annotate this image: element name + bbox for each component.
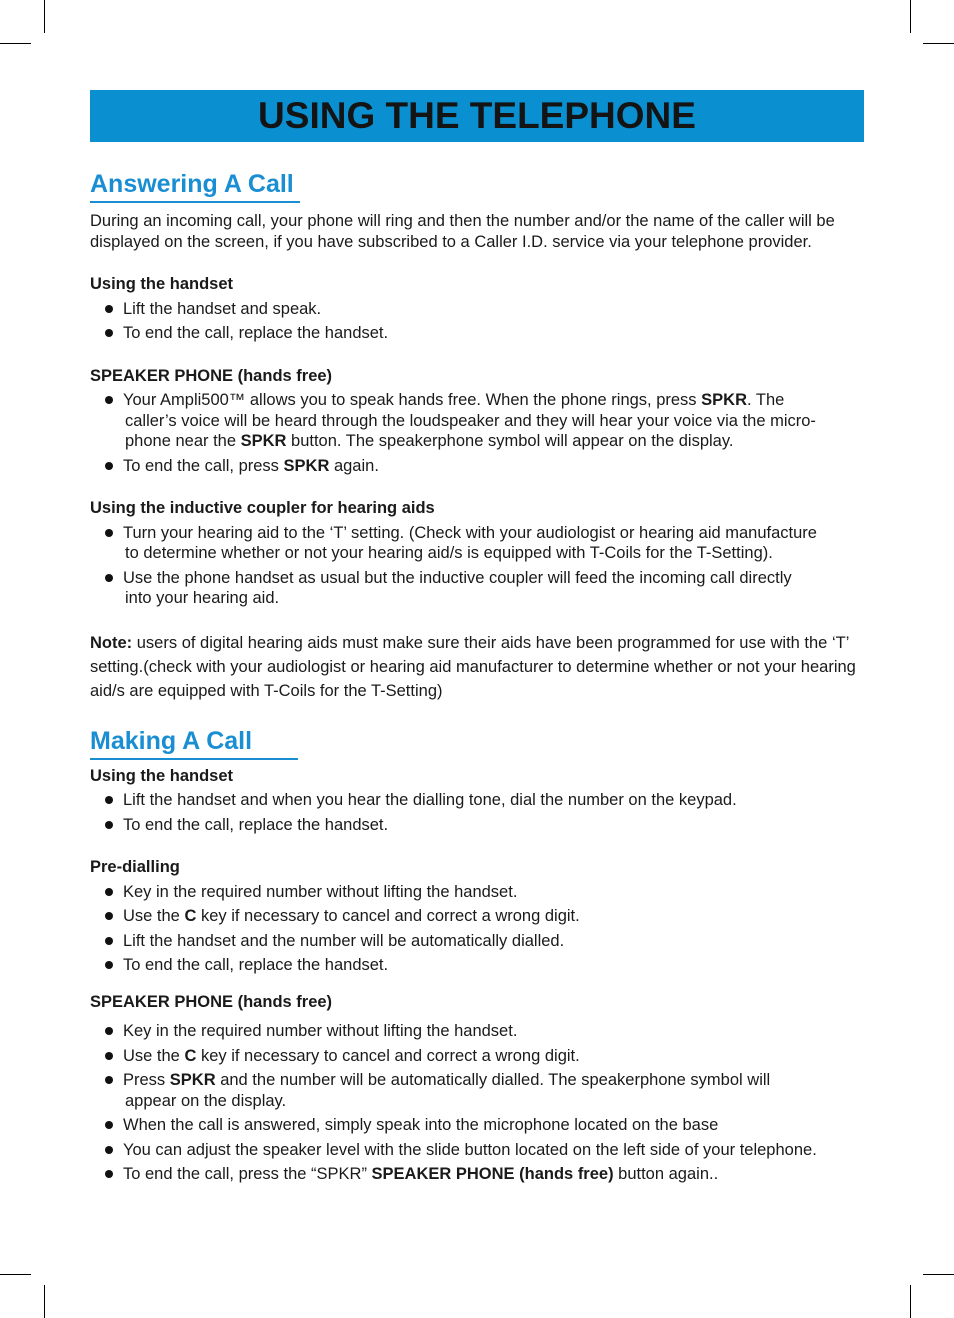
answering-speaker-heading: SPEAKER PHONE (hands free) xyxy=(90,366,333,385)
crop-mark xyxy=(910,1285,911,1318)
list-item xyxy=(90,906,880,927)
list-item xyxy=(90,568,880,609)
spkr-key-label: SPKR xyxy=(240,432,287,450)
list-item xyxy=(90,390,880,452)
answering-intro: During an incoming call, your phone will ring and then the number and/or the name of the caller will be displayed on the screen, if you have subscribed to a Caller I.D. service via your telephone provider. xyxy=(90,212,835,251)
speaker-phone-label: SPEAKER PHONE (hands free) xyxy=(371,1165,614,1183)
list-item: To end the call, replace the handset. xyxy=(90,323,880,344)
coupler-heading: Using the inductive coupler for hearing aids xyxy=(90,499,435,517)
answering-speaker-list xyxy=(90,390,880,476)
list-item: Key in the required number without lifting the handset. xyxy=(90,882,880,903)
text: Use the phone handset as usual but the inductive coupler will feed the incoming call directly xyxy=(123,568,792,587)
text: caller’s voice will be heard through the loudspeaker and they will hear your voice via the micro- xyxy=(125,411,816,430)
note-label: Note: xyxy=(90,633,133,652)
list-item xyxy=(90,456,880,477)
crop-mark xyxy=(910,0,911,33)
text: . The xyxy=(747,391,785,409)
text: key if necessary to cancel and correct a wrong digit. xyxy=(196,907,580,925)
text: Use the xyxy=(123,1046,185,1065)
c-key-label: C xyxy=(184,1046,197,1065)
text: to determine whether or not your hearing aid/s is equipped with T-Coils for the T-Setting). xyxy=(125,544,773,562)
list-item xyxy=(90,1046,880,1067)
crop-mark xyxy=(0,1274,31,1275)
text-line xyxy=(123,431,880,452)
text: Use the xyxy=(123,907,185,925)
answering-handset-heading: Using the handset xyxy=(90,275,234,293)
text: To end the call, press xyxy=(123,456,284,475)
making-handset-list xyxy=(90,790,880,835)
text: again. xyxy=(329,456,379,475)
predial-list xyxy=(90,882,880,976)
making-speaker-list xyxy=(90,1021,880,1185)
section-title-answering: Answering A Call xyxy=(90,168,300,203)
list-item xyxy=(90,1164,880,1185)
crop-mark xyxy=(923,43,954,44)
list-item: Lift the handset and speak. xyxy=(90,299,880,320)
list-item: Lift the handset and when you hear the dialling tone, dial the number on the keypad. xyxy=(90,790,880,811)
c-key-label: C xyxy=(184,907,197,925)
list-item: Key in the required number without lifting the handset. xyxy=(90,1021,880,1042)
making-speaker-heading: SPEAKER PHONE (hands free) xyxy=(90,992,333,1011)
text: appear on the display. xyxy=(125,1091,287,1110)
text: To end the call, press the “SPKR” xyxy=(123,1165,372,1183)
list-item: To end the call, replace the handset. xyxy=(90,955,880,976)
text: and the number will be automatically dialled. The speakerphone symbol will xyxy=(215,1071,771,1089)
text: into your hearing aid. xyxy=(125,589,280,607)
answering-handset-list xyxy=(90,299,880,344)
list-item xyxy=(90,1070,880,1111)
section-title-making: Making A Call xyxy=(90,725,298,760)
list-item: When the call is answered, simply speak into the microphone located on the base xyxy=(90,1115,880,1136)
crop-mark xyxy=(0,43,31,44)
text: button. The speakerphone symbol will appear on the display. xyxy=(286,432,734,450)
list-item: You can adjust the speaker level with the slide button located on the left side of your telephone. xyxy=(90,1140,880,1161)
spkr-key-label: SPKR xyxy=(701,391,747,409)
crop-mark xyxy=(44,0,45,33)
page-content xyxy=(90,168,880,1189)
list-item: To end the call, replace the handset. xyxy=(90,815,880,836)
crop-mark xyxy=(44,1285,45,1318)
page-title-banner xyxy=(90,90,864,142)
list-item xyxy=(90,523,880,564)
predial-heading: Pre-dialling xyxy=(90,858,180,876)
text: key if necessary to cancel and correct a wrong digit. xyxy=(196,1046,580,1065)
making-section xyxy=(90,725,880,1185)
spkr-key-label: SPKR xyxy=(169,1071,216,1089)
text: phone near the xyxy=(125,432,241,450)
making-handset-heading: Using the handset xyxy=(90,766,234,785)
crop-mark xyxy=(923,1274,954,1275)
text: button again.. xyxy=(613,1165,719,1183)
text: Turn your hearing aid to the ‘T’ setting. (Check with your audiologist or hearing aid manufacture xyxy=(123,523,817,542)
list-item: Lift the handset and the number will be automatically dialled. xyxy=(90,931,880,952)
note-paragraph xyxy=(90,631,880,703)
note-text: users of digital hearing aids must make sure their aids have been programmed for use with the ‘T’ setting.(check with your audiologist or hearing aid manufacturer to determine whether or not your hearing aid/s are equipped with T-Coils for the T-Setting) xyxy=(90,633,856,700)
text: Press xyxy=(123,1071,170,1089)
coupler-list xyxy=(90,523,880,609)
spkr-key-label: SPKR xyxy=(283,456,330,475)
text: Your Ampli500™ allows you to speak hands free. When the phone rings, press xyxy=(123,391,702,409)
page-title: USING THE TELEPHONE xyxy=(258,95,696,136)
